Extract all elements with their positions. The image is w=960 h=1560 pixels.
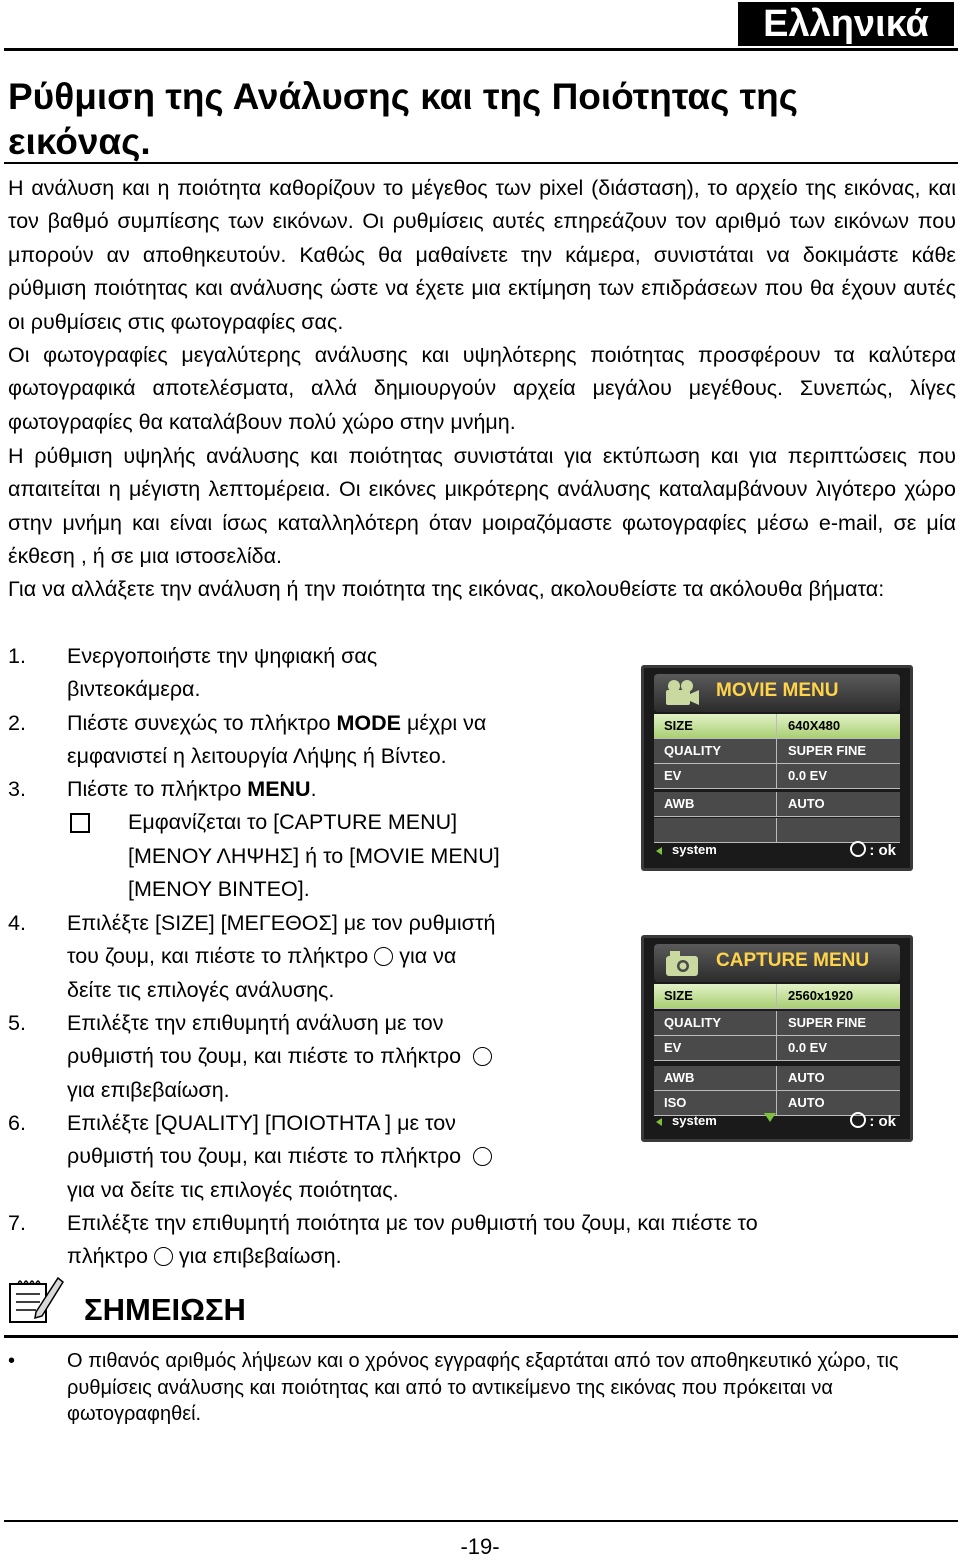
video-camera-icon [662, 678, 702, 708]
menu-row-key: ISO [664, 1095, 687, 1110]
left-arrow-icon [656, 847, 662, 855]
note-bullet: • [8, 1350, 16, 1372]
step-text: για επιβεβαίωση. [67, 1078, 230, 1102]
language-badge: Ελληνικά [738, 2, 954, 46]
menu-row-value: AUTO [788, 1095, 825, 1110]
step-number: 5. [8, 1011, 26, 1035]
step-number: 4. [8, 911, 26, 935]
paragraph-quality: Οι φωτογραφίες μεγαλύτερης ανάλυσης και υψηλότερης ποιότητας προσφέρουν τα καλύτερα φωτογραφικά αποτελέσματα, αλλά δημιουργούν αρχεία μεγάλου μεγέθους. Συνεπώς, λίγες φωτογραφίες θα καταλάβουν πολύ χώρο στην μνήμη. [8, 343, 956, 434]
step-text: βιντεοκάμερα. [67, 677, 201, 701]
step-text: Επιλέξτε [QUALITY] [ΠΟΙΟΤΗΤΑ ] με τον [67, 1111, 456, 1135]
step-subtext: [ΜΕΝΟΥ ΛΗΨΗΣ] ή το [MOVIE MENU] [128, 844, 500, 868]
step-5 [0, 1007, 640, 1107]
step-text: Επιλέξτε την επιθυμητή ποιότητα με τον ρυθμιστή του ζουμ, και πιέστε το [67, 1211, 758, 1235]
menu-row-size [654, 714, 900, 739]
step-text: ρυθμιστή του ζουμ, και πιέστε το πλήκτρο [67, 1044, 468, 1068]
menu-row-value: AUTO [788, 1070, 825, 1085]
camera-icon [662, 948, 702, 978]
ok-button-icon [473, 1147, 492, 1166]
step-text: μέχρι να [400, 711, 487, 735]
note-title: ΣΗΜΕΙΩΣΗ [84, 1292, 246, 1327]
menu-row-quality [654, 739, 900, 764]
ok-label: : ok [869, 1113, 896, 1130]
step-text: εμφανιστεί η λειτουργία Λήψης ή Βίντεο. [67, 744, 447, 768]
paragraph-steps-intro: Για να αλλάξετε την ανάλυση ή την ποιότητα της εικόνας, ακολουθείστε τα ακόλουθα βήματα: [8, 577, 885, 601]
menu-row-awb [654, 1066, 900, 1091]
menu-title: MOVIE MENU [716, 680, 839, 701]
menu-row-value: AUTO [788, 796, 825, 811]
menu-row-key: SIZE [664, 718, 693, 733]
ok-button-icon [154, 1247, 173, 1266]
left-arrow-icon [656, 1118, 662, 1126]
menu-row-ev [654, 764, 900, 789]
step-number: 3. [8, 777, 26, 801]
menu-row-value: 640X480 [788, 718, 841, 733]
step-4 [0, 907, 640, 1007]
menu-key: MENU [247, 777, 311, 801]
step-text: Ενεργοποιήστε την ψηφιακή σας [67, 644, 378, 668]
step-text: για να [393, 944, 457, 968]
menu-row-value: 0.0 EV [788, 1040, 828, 1055]
note-rule [4, 1335, 958, 1338]
ok-button-icon [374, 947, 393, 966]
menu-row-key: SIZE [664, 988, 693, 1003]
header-rule [4, 48, 958, 51]
step-subtext: [ΜΕΝΟΥ ΒΙΝΤΕΟ]. [128, 877, 310, 901]
step-text: ρυθμιστή του ζουμ, και πιέστε το πλήκτρο [67, 1144, 468, 1168]
menu-footer [654, 1111, 900, 1133]
mode-key: MODE [336, 711, 401, 735]
note-pencil-icon [6, 1272, 64, 1326]
step-number: 6. [8, 1111, 26, 1135]
movie-menu-screen [641, 665, 913, 871]
menu-row-key: QUALITY [664, 1015, 722, 1030]
menu-row-size [654, 984, 900, 1009]
step-number: 2. [8, 711, 26, 735]
step-7 [0, 1207, 950, 1277]
step-number: 7. [8, 1211, 26, 1235]
step-text: Πιέστε συνεχώς το πλήκτρο [67, 711, 337, 735]
step-text: . [310, 777, 317, 801]
step-3 [0, 773, 640, 909]
down-arrow-icon [764, 1113, 776, 1122]
menu-footer [654, 840, 900, 862]
step-text: πλήκτρο [67, 1244, 154, 1268]
page-number: -19- [460, 1534, 500, 1559]
step-number: 1. [8, 644, 26, 668]
paragraph-usage: Η ρύθμιση υψηλής ανάλυσης και ποιότητας συνιστάται για εκτύπωση και για περιπτώσεις που απαιτείται η μέγιστη λεπτομέρεια. Οι εικόνες μικρότερης ανάλυσης καταλαμβάνουν λιγότερο χώρο στην μνήμη και είναι ίσως καταλληλότερη όταν μοιραζόμαστε φωτογραφίες μέσω e-mail, σε μία έκθεση , ή σε μια ιστοσελίδα. [8, 444, 956, 569]
system-label: system [672, 1113, 717, 1128]
menu-header [654, 674, 900, 712]
step-text: του ζουμ, και πιέστε το πλήκτρο [67, 944, 375, 968]
menu-header [654, 944, 900, 982]
step-text: για επιβεβαίωση. [172, 1244, 342, 1268]
menu-row-value: 2560x1920 [788, 988, 854, 1003]
step-text: Πιέστε το πλήκτρο [67, 777, 248, 801]
footer-rule [4, 1520, 958, 1522]
step-6 [0, 1107, 640, 1207]
menu-row-key: AWB [664, 1070, 695, 1085]
menu-row-key: AWB [664, 796, 695, 811]
menu-title: CAPTURE MENU [716, 950, 870, 971]
step-2 [0, 707, 640, 777]
menu-row-awb [654, 792, 900, 817]
menu-row-value: 0.0 EV [788, 768, 828, 783]
capture-menu-screen [641, 935, 913, 1142]
menu-row-key: QUALITY [664, 743, 722, 758]
menu-row-value: SUPER FINE [788, 743, 867, 758]
menu-row-quality [654, 1011, 900, 1036]
ok-button-icon [473, 1047, 492, 1066]
paragraph-intro: Η ανάλυση και η ποιότητα καθορίζουν το μέγεθος των pixel (διάσταση), το αρχείο της εικόνας, και τον βαθμό συμπίεσης των εικόνων. Οι ρυθμίσεις αυτές επηρεάζουν τον αριθμό των εικόνων που μπορούν αν αποθηκευτούν. Καθώς θα μαθαίνετε την κάμερα, συνιστάται να δοκιμάστε κάθε ρύθμιση ποιότητας και ανάλυσης ώστε να έχετε μια εκτίμηση των επιδράσεων που θα έχουν αυτές οι ρυθμίσεις στις φωτογραφίες σας. [8, 176, 956, 334]
ok-circle-icon [850, 841, 866, 857]
system-label: system [672, 842, 717, 857]
ok-circle-icon [850, 1112, 866, 1128]
step-text: για να δείτε τις επιλογές ποιότητας. [67, 1178, 399, 1202]
step-1 [0, 640, 640, 710]
menu-row-value: SUPER FINE [788, 1015, 867, 1030]
step-subtext: Εμφανίζεται το [CAPTURE MENU] [128, 810, 458, 834]
step-text: Επιλέξτε [SIZE] [ΜΕΓΕΘΟΣ] με τον ρυθμιστή [67, 911, 496, 935]
page-title: Ρύθμιση της Ανάλυσης και της Ποιότητας της εικόνας. [8, 76, 798, 162]
checkbox-icon [70, 813, 90, 833]
title-rule [4, 162, 958, 164]
menu-row-key: EV [664, 768, 682, 783]
menu-row-key: EV [664, 1040, 682, 1055]
menu-row-ev [654, 1036, 900, 1061]
ok-label: : ok [869, 842, 896, 859]
note-text: Ο πιθανός αριθμός λήψεων και ο χρόνος εγγραφής εξαρτάται από τον αποθηκευτικό χώρο, τις ρυθμίσεις ανάλυσης και ποιότητας και από το αντικείμενο της εικόνας που πρόκειται να φωτογραφηθεί. [67, 1350, 899, 1425]
step-text: δείτε τις επιλογές ανάλυσης. [67, 978, 335, 1002]
step-text: Επιλέξτε την επιθυμητή ανάλυση με τον [67, 1011, 444, 1035]
